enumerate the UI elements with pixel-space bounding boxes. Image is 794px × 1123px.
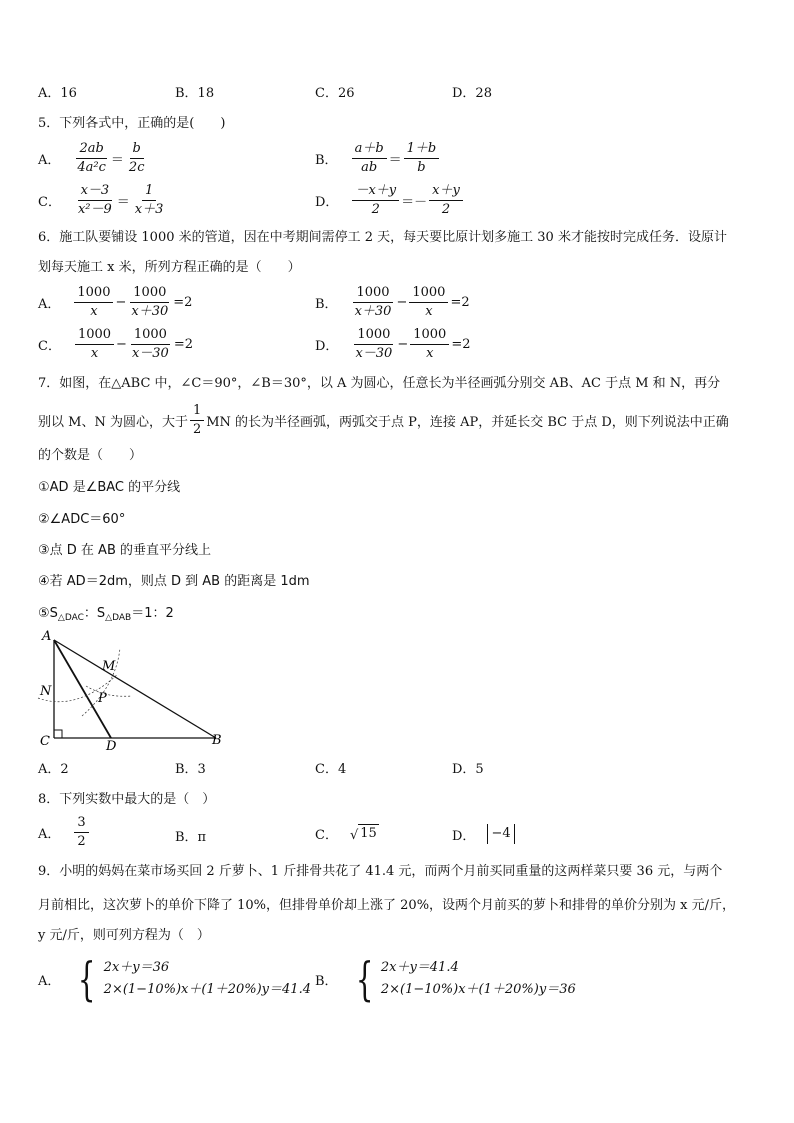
line-ad	[54, 640, 111, 738]
q4-option-d: D．28	[452, 86, 492, 101]
label-m: M	[102, 659, 116, 674]
q9-option-a: A． { 2x＋y＝36 2×(1−10%)x＋(1＋20%)y＝41.4	[38, 952, 311, 1006]
q5-c-label: C．	[38, 195, 61, 210]
q6-option-a: A． $\frac{1000}{x}$ − $\frac{1000}{x+30}$ =2	[38, 285, 193, 319]
label-b: B	[212, 733, 222, 748]
q7-stem-line3: 的个数是（ ）	[38, 448, 143, 463]
q5-b-rhs: $\frac{1+b}{b}$	[404, 140, 440, 177]
q5-option-b: B． $\frac{a+b}{ab}$ ＝ $\frac{1+b}{b}$	[315, 140, 441, 177]
q5-a-rhs: $\frac{b}{2c}$	[128, 141, 145, 175]
side-ab	[54, 640, 216, 738]
right-angle-mark	[54, 730, 62, 738]
label-c: C	[40, 734, 50, 749]
q9-option-b: B． { 2x＋y＝41.4 2×(1−10%)x＋(1＋20%)y＝36	[315, 952, 576, 1006]
q7-option-c: C．4	[315, 762, 347, 777]
q5-stem: 5．下列各式中，正确的是( )	[38, 116, 226, 131]
q5-d-label: D．	[315, 195, 339, 210]
q5-option-c: C． $\frac{x-3}{\text{x²－9}}$ ＝ $\frac{1}{x+3}$	[38, 182, 168, 219]
q7-statement-2: ②∠ADC＝60°	[38, 512, 126, 527]
q5-a-label: A．	[38, 153, 61, 168]
q7-statement-1: ①AD 是∠BAC 的平分线	[38, 480, 181, 495]
label-p: P	[98, 691, 107, 706]
q7-statement-3: ③点 D 在 AB 的垂直平分线上	[38, 543, 212, 558]
arc-n	[86, 686, 132, 696]
q5-b-lhs: $\frac{a+b}{ab}$	[352, 140, 387, 177]
q9-stem-line2: 月前相比，这次萝卜的单价下降了 10%，但排骨单价却上涨了 20%，设两个月前买的萝卜和排骨的单价分别为 x 元/斤，	[38, 898, 736, 913]
q5-option-a: A． $\frac{2ab}{\text{4a²c}}$ ＝ $\frac{b}{2c}$	[38, 140, 149, 177]
q7-statement-4: ④若 AD＝2dm，则点 D 到 AB 的距离是 1dm	[38, 574, 310, 589]
q6-option-c: C． $\frac{1000}{x}$ − $\frac{1000}{x-30}$ =2	[38, 327, 193, 361]
label-d: D	[106, 739, 117, 754]
q8-option-a: A． $\frac{3}{2}$	[38, 814, 91, 851]
q9-a-system: { 2x＋y＝36 2×(1−10%)x＋(1＋20%)y＝41.4	[78, 952, 311, 1006]
q6-stem-line2: 划每天施工 x 米，所列方程正确的是（ ）	[38, 260, 301, 275]
label-a: A	[42, 629, 52, 644]
q7-option-b: B．3	[175, 762, 206, 777]
q7-stem-line2: 别以 M、N 为圆心，大于 $\frac{1}{2}$ MN 的长为半径画弧，两弧交于点 P，连接 AP，并延长交 BC 于点 D，则下列说法中正确	[38, 403, 729, 437]
q7-option-a: A．2	[38, 762, 69, 777]
q8-option-b: B．π	[175, 830, 207, 845]
q5-option-d: D． $\frac{-x+y}{2}$ ＝－ $\frac{x+y}{2}$	[315, 182, 465, 219]
q9-stem-line1: 9．小明的妈妈在菜市场买回 2 斤萝卜、1 斤排骨共花了 41.4 元，而两个月前买同重量的这两样菜只要 36 元，与两个	[38, 864, 723, 879]
q5-b-label: B．	[315, 153, 338, 168]
q5-c-rhs: $\frac{1}{x+3}$	[134, 183, 164, 217]
q5-a-lhs: $\frac{2ab}{\text{4a²c}}$	[77, 141, 106, 175]
q6-option-d: D． $\frac{1000}{x-30}$ − $\frac{1000}{x}$ =2	[315, 327, 471, 361]
absolute-value: −4	[487, 824, 514, 844]
q7-option-d: D．5	[452, 762, 484, 777]
q5-c-lhs: $\frac{x-3}{\text{x²－9}}$	[77, 183, 112, 217]
q9-stem-line3: y 元/斤，则可列方程为（ ）	[38, 928, 210, 943]
label-n: N	[40, 684, 52, 699]
q7-triangle-figure	[36, 626, 236, 756]
q4-option-b: B．18	[175, 86, 215, 101]
q4-option-a: A．16	[38, 86, 77, 101]
q6-option-b: B． $\frac{1000}{x+30}$ − $\frac{1000}{x}$ =2	[315, 285, 470, 319]
q8-option-c: C． √ 15	[315, 826, 377, 843]
q4-option-c: C．26	[315, 86, 355, 101]
q9-b-system: { 2x＋y＝41.4 2×(1−10%)x＋(1＋20%)y＝36	[355, 952, 576, 1006]
q5-d-lhs: $\frac{-x+y}{2}$	[352, 182, 399, 219]
q8-option-d: D． −4	[452, 824, 515, 844]
q5-d-rhs: $\frac{x+y}{2}$	[429, 182, 463, 219]
q7-statement-5: $⑤S_{\triangle DAC}$：$S_{\triangle DAB}=1$：2	[38, 606, 174, 623]
q7-stem-line1: 7．如图，在△ABC 中，∠C＝90°，∠B＝30°，以 A 为圆心，任意长为半径画弧分别交 AB、AC 于点 M 和 N，再分	[38, 376, 721, 391]
q6-stem-line1: 6．施工队要铺设 1000 米的管道，因在中考期间需停工 2 天，每天要比原计划多施工 30 米才能按时完成任务．设原计	[38, 230, 727, 245]
q8-stem: 8．下列实数中最大的是（ ）	[38, 792, 216, 807]
sqrt-symbol: √ 15	[349, 826, 377, 843]
